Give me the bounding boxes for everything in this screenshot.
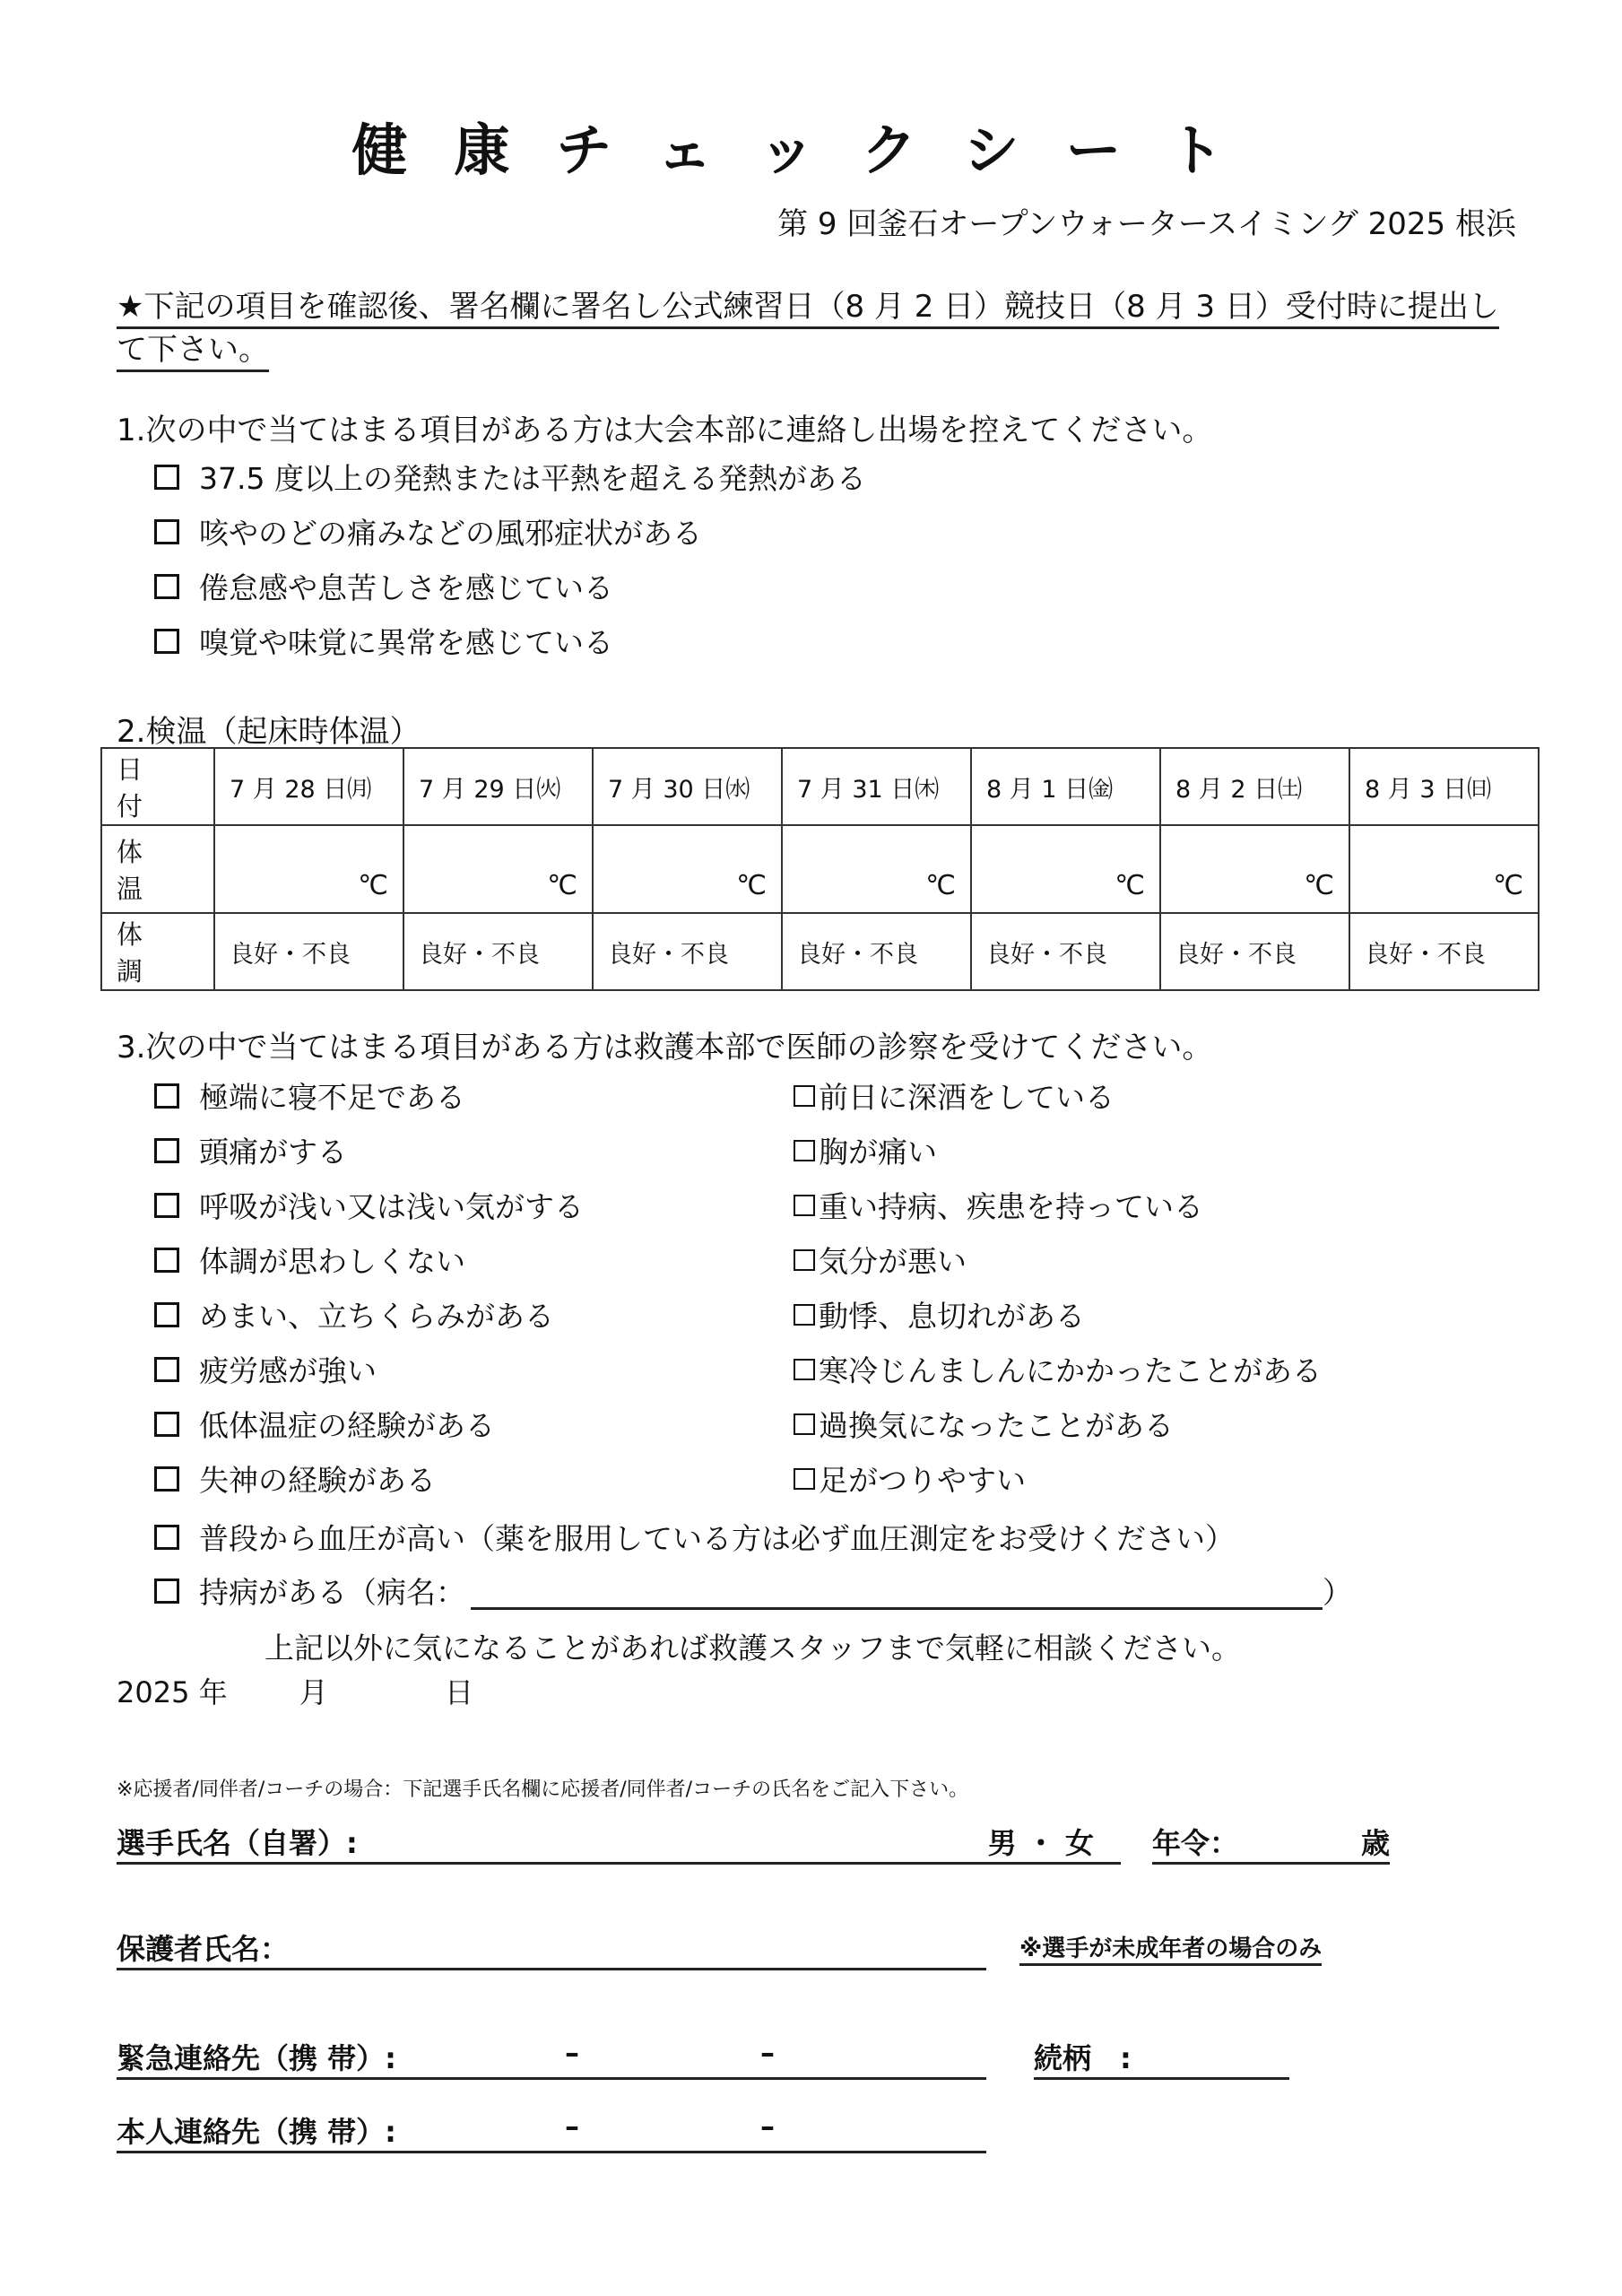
- checkbox-item[interactable]: 37.5 度以上の発熱または平熱を超える発熱がある: [154, 456, 866, 498]
- condition-cell[interactable]: 良好・不良: [1349, 913, 1539, 990]
- checkbox-item-chronic[interactable]: 持病がある（病名： ）: [154, 1570, 1352, 1612]
- temperature-cell[interactable]: ℃: [971, 825, 1160, 913]
- condition-cell[interactable]: 良好・不良: [214, 913, 403, 990]
- checkbox-icon[interactable]: [154, 1302, 179, 1327]
- condition-cell[interactable]: 良好・不良: [403, 913, 593, 990]
- checkbox-icon[interactable]: [794, 1249, 815, 1271]
- temperature-cell[interactable]: ℃: [782, 825, 971, 913]
- guardian-name-field[interactable]: 保護者氏名：: [117, 1926, 986, 1970]
- submission-notice: ★下記の項目を確認後、署名欄に署名し公式練習日（8 月 2 日）競技日（8 月 3 日）受付時に提出して下さい。: [117, 285, 1515, 371]
- section3-heading: 3.次の中で当てはまる項目がある方は救護本部で医師の診察を受けてください。: [117, 1030, 1213, 1065]
- checkbox-icon[interactable]: [154, 519, 179, 544]
- checkbox-icon[interactable]: [154, 1466, 179, 1492]
- checkbox-item[interactable]: 呼吸が浅い又は浅い気がする: [154, 1184, 584, 1226]
- checkbox-icon[interactable]: [794, 1140, 815, 1161]
- checkbox-icon[interactable]: [154, 1578, 179, 1604]
- gender-option[interactable]: 男 ・ 女: [987, 1826, 1094, 1860]
- condition-cell[interactable]: 良好・不良: [593, 913, 782, 990]
- checkbox-icon[interactable]: [794, 1304, 815, 1326]
- checkbox-item-blood-pressure[interactable]: 普段から血圧が高い（薬を服用している方は必ず血圧測定をお受けください）: [154, 1516, 1235, 1558]
- guardian-note: ※選手が未成年者の場合のみ: [1019, 1930, 1322, 1966]
- checkbox-item[interactable]: 重い持病、疾患を持っている: [794, 1184, 1203, 1226]
- checkbox-item[interactable]: 足がつりやすい: [794, 1457, 1026, 1500]
- condition-cell[interactable]: 良好・不良: [782, 913, 971, 990]
- checkbox-item[interactable]: 気分が悪い: [794, 1239, 967, 1281]
- checkbox-icon[interactable]: [154, 1138, 179, 1163]
- section1-heading: 1.次の中で当てはまる項目がある方は大会本部に連絡し出場を控えてください。: [117, 413, 1213, 448]
- checkbox-item[interactable]: 倦怠感や息苦しさを感じている: [154, 565, 613, 607]
- checkbox-icon[interactable]: [794, 1413, 815, 1435]
- checkbox-item[interactable]: 咳やのどの痛みなどの風邪症状がある: [154, 510, 702, 552]
- checkbox-item[interactable]: 過換気になったことがある: [794, 1403, 1174, 1445]
- page-title: 健康チェックシート: [351, 117, 1271, 183]
- checkbox-item[interactable]: 前日に深酒をしている: [794, 1074, 1115, 1117]
- row-label-date: 日 付: [101, 748, 214, 825]
- date-line: 2025 年 月 日: [117, 1675, 473, 1709]
- checkbox-icon[interactable]: [794, 1359, 815, 1380]
- checkbox-icon[interactable]: [794, 1085, 815, 1107]
- checkbox-icon[interactable]: [794, 1195, 815, 1216]
- self-contact-field[interactable]: 本人連絡先（携 帯）: – –: [117, 2109, 986, 2153]
- checkbox-item[interactable]: 嗅覚や味覚に異常を感じている: [154, 620, 613, 662]
- checkbox-item[interactable]: めまい、立ちくらみがある: [154, 1293, 554, 1335]
- checkbox-icon[interactable]: [154, 1193, 179, 1218]
- row-label-temp: 体 温: [101, 825, 214, 913]
- checkbox-icon[interactable]: [154, 465, 179, 490]
- checkbox-icon[interactable]: [154, 1525, 179, 1550]
- temperature-cell[interactable]: ℃: [214, 825, 403, 913]
- event-subtitle: 第 9 回釜石オープンウォータースイミング 2025 根浜: [777, 206, 1516, 242]
- checkbox-item[interactable]: 極端に寝不足である: [154, 1074, 465, 1117]
- checkbox-item[interactable]: 頭痛がする: [154, 1129, 347, 1171]
- date-cell: 7 月 31 日㈭: [782, 748, 971, 825]
- checkbox-item[interactable]: 動悸、息切れがある: [794, 1293, 1085, 1335]
- checkbox-item[interactable]: 疲労感が強い: [154, 1348, 377, 1390]
- condition-cell[interactable]: 良好・不良: [971, 913, 1160, 990]
- temperature-cell[interactable]: ℃: [1160, 825, 1349, 913]
- checkbox-icon[interactable]: [154, 1357, 179, 1382]
- condition-cell[interactable]: 良好・不良: [1160, 913, 1349, 990]
- age-field[interactable]: 年令： 歳: [1152, 1821, 1390, 1865]
- date-cell: 8 月 3 日㈰: [1349, 748, 1539, 825]
- checkbox-icon[interactable]: [154, 629, 179, 654]
- relationship-field[interactable]: 続柄 :: [1034, 2036, 1289, 2080]
- section2-heading: 2.検温（起床時体温）: [117, 714, 421, 750]
- date-cell: 7 月 29 日㈫: [403, 748, 593, 825]
- row-label-condition: 体 調: [101, 913, 214, 990]
- date-cell: 7 月 28 日㈪: [214, 748, 403, 825]
- checkbox-item[interactable]: 胸が痛い: [794, 1129, 937, 1171]
- athlete-name-field[interactable]: 選手氏名（自署）: 男 ・ 女: [117, 1821, 1121, 1865]
- emergency-contact-field[interactable]: 緊急連絡先（携 帯）: – –: [117, 2036, 986, 2080]
- date-cell: 7 月 30 日㈬: [593, 748, 782, 825]
- supporter-note: ※応援者/同伴者/コーチの場合：下記選手氏名欄に応援者/同伴者/コーチの氏名をご記入下さい。: [117, 1779, 969, 1801]
- temperature-cell[interactable]: ℃: [593, 825, 782, 913]
- checkbox-item[interactable]: 失神の経験がある: [154, 1457, 436, 1500]
- checkbox-icon[interactable]: [154, 574, 179, 599]
- temperature-cell[interactable]: ℃: [1349, 825, 1539, 913]
- date-cell: 8 月 1 日㈮: [971, 748, 1160, 825]
- date-cell: 8 月 2 日㈯: [1160, 748, 1349, 825]
- checkbox-icon[interactable]: [154, 1412, 179, 1437]
- checkbox-icon[interactable]: [794, 1468, 815, 1490]
- consult-note: 上記以外に気になることがあれば救護スタッフまで気軽に相談ください。: [265, 1631, 1241, 1665]
- temperature-table: [100, 747, 1540, 991]
- checkbox-icon[interactable]: [154, 1083, 179, 1109]
- checkbox-item[interactable]: 体調が思わしくない: [154, 1239, 465, 1281]
- temperature-cell[interactable]: ℃: [403, 825, 593, 913]
- chronic-disease-field[interactable]: [471, 1571, 1323, 1610]
- checkbox-item[interactable]: 低体温症の経験がある: [154, 1403, 495, 1445]
- checkbox-item[interactable]: 寒冷じんましんにかかったことがある: [794, 1348, 1322, 1390]
- checkbox-icon[interactable]: [154, 1248, 179, 1273]
